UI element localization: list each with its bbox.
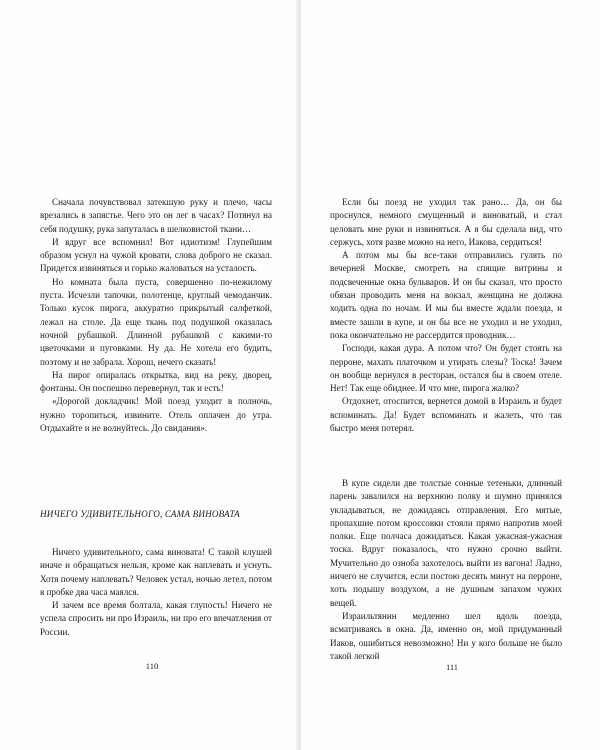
left-page [0, 0, 299, 750]
left-paragraph-2: И вдруг все вспомнил! Вот идиотизм! Глупейшим образом уснул на чужой кровати, слова доброго не сказал. Придется извиняться и горько жаловаться на усталость. [40, 236, 272, 274]
page-number-right: 111 [445, 662, 459, 672]
right-bottom-text [330, 477, 562, 663]
left-paragraph-1: Сначала почувствовал затекшую руку и плечо, часы врезались в запястье. Чего это он лег в часах? Потянул на себя подушку, рука запуталась в шелковистой ткани… [40, 197, 272, 234]
chapter-heading: НИЧЕГО УДИВИТЕЛЬНОГО, САМА ВИНОВАТА [40, 509, 240, 519]
right-top-text [330, 196, 562, 435]
left-paragraph-7: И зачем все время болтала, какая глупость! Ничего не успела спросить ни про Израиль, ни про его впечатления от России. [40, 600, 272, 637]
right-paragraph-5: В купе сидели две толстые сонные тетеньки, длинный парень завалился на верхнюю полку и шумно принялся укладываться, не дожидаясь отправления. Его мятые, пропахшие потом кроссовки стояли прямо напротив моей полки. Еще полчаса дожидаться. Какая ужасная-ужасная тоска. Вдруг показалось, что нужно срочно выйти. Мучительно до озноба захотелось выйти из вагона! Ладно, ничего не случится, если постою десять минут на перроне, хоть подышу воздухом, а не душным запахом чужих вещей. [330, 478, 562, 608]
left-paragraph-4: На пирог опиралась открытка, вид на реку, дворец, фонтаны. Он поспешно перевернул, так и есть! [40, 369, 272, 394]
right-paragraph-6: Израильтянин медленно шел вдоль поезда, всматриваясь в окна. Да, именно он, мой придуманный Иаков, ошибиться невозможно! Ни у кого больше не было такой легкой [330, 610, 562, 661]
right-paragraph-1: Если бы поезд не уходил так рано… Да, он бы проснулся, немного смущенный и виноватый, и стал целовать мне руки и извиняться. А я бы сделала вид, что сержусь, хотя разве можно на него, Иакова, сердиться! [330, 197, 562, 247]
left-bottom-text [40, 546, 272, 639]
left-top-text [40, 196, 272, 435]
right-paragraph-2: А потом мы бы все-таки отправились гулять по вечерней Москве, смотреть на спящие витрины и подсвеченные окна бульваров. И он бы сказал, что просто обязан проводить меня на вокзал, женщина не должна ходить одна по ночам. И мы бы вместе ждали поезда, и вместе зашли в купе, и он бы все не уходил и не уходил, пока окончательно не рассердится проводник… [330, 250, 562, 340]
left-paragraph-5: «Дорогой докладчик! Мой поезд уходит в полночь, нужно торопиться, извините. Отель оплачен до утра. Отдыхайте и не волнуйтесь. До свидания». [40, 396, 272, 434]
left-paragraph-3: Но комната была пуста, совершенно по-нежилому пуста. Исчезли тапочки, полотенце, круглый чемоданчик. Только кусок пирога, аккуратно прикрытый салфеткой, лежал на столе. Да еще ткань под подушкой оказалась ночной рубашкой. Длинной рубашкой с какими-то цветочками и пуговками. Ну да. Не хотела его будить, поэтому и не забрала. Хорош, нечего сказать! [40, 276, 272, 367]
right-paragraph-3: Господи, какая дура. А потом что? Он будет стоять на перроне, махать платочком и утирать слезы? Тоска! Зачем он вообще вернулся в ресторан, остался бы в своем отеле. Нет! Так еще обиднее. И что мне, пирога жалко? [330, 343, 562, 394]
page-number-left: 110 [145, 661, 159, 671]
left-paragraph-6: Ничего удивительного, сама виновата! С такой клушей иначе и обращаться нельзя, кроме как наплевать и уснуть. Хотя почему наплевать? Человек устал, ночью летел, потом в пробке два часа маялся. [40, 547, 272, 597]
right-paragraph-4: Отдохнет, отоспится, вернется домой в Израиль и будет вспоминать. Да! Будет вспоминать и жалеть, что так быстро меня потерял. [330, 396, 562, 434]
